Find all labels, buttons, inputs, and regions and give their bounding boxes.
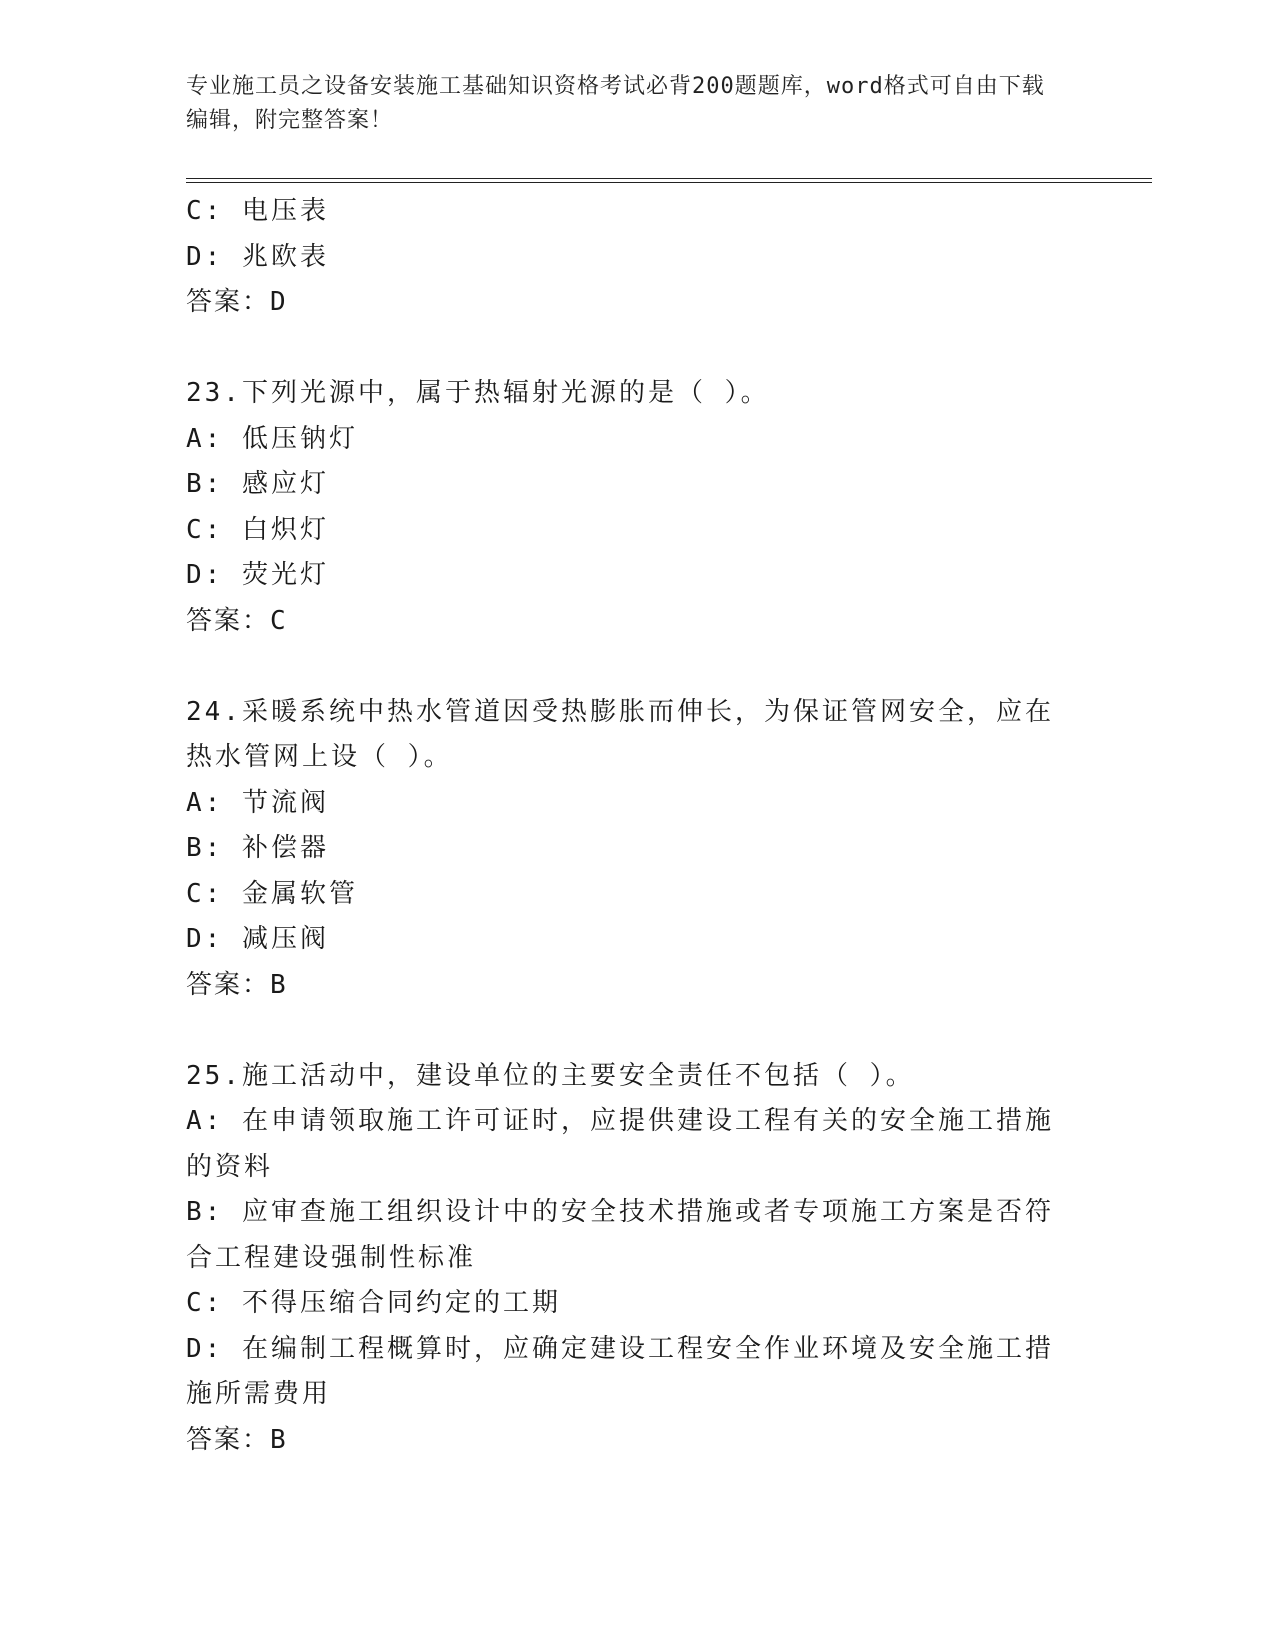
- option-d: D: 荧光灯: [186, 560, 329, 590]
- question-24: [186, 690, 1076, 1009]
- option-c: C: 不得压缩合同约定的工期: [186, 1288, 561, 1318]
- option-b: B: 补偿器: [186, 833, 329, 863]
- spacer: [186, 1008, 1076, 1054]
- question-stem: 25.施工活动中，建设单位的主要安全责任不包括（ ）。: [186, 1060, 915, 1091]
- spacer: [186, 326, 1076, 372]
- option-b: B: 应审查施工组织设计中的安全技术措施或者专项施工方案是否符合工程建设强制性标准: [186, 1197, 1054, 1273]
- answer-line: 答案：B: [186, 1424, 288, 1455]
- answer-line: 答案：C: [186, 605, 288, 636]
- question-stem: 24.采暖系统中热水管道因受热膨胀而伸长，为保证管网安全，应在热水管网上设（ ）。: [186, 696, 1054, 772]
- question-25: [186, 1054, 1076, 1464]
- header-rule-bottom: [186, 182, 1152, 183]
- answer-line: 答案：D: [186, 287, 288, 317]
- option-d: D: 在编制工程概算时，应确定建设工程安全作业环境及安全施工措施所需费用: [186, 1333, 1054, 1409]
- option-a: A: 在申请领取施工许可证时，应提供建设工程有关的安全施工措施的资料: [186, 1106, 1054, 1182]
- option-b: B: 感应灯: [186, 469, 329, 499]
- option-d: D: 兆欧表: [186, 241, 329, 272]
- option-a: A: 低压钠灯: [186, 423, 358, 454]
- question-23: [186, 371, 1076, 644]
- question-22-continuation: [186, 189, 1076, 326]
- option-c: C: 金属软管: [186, 878, 358, 909]
- document-header: 专业施工员之设备安装施工基础知识资格考试必背200题题库，word格式可自由下载编辑，附完整答案！: [186, 74, 1045, 133]
- option-c: C: 白炽灯: [186, 514, 329, 545]
- spacer: [186, 644, 1076, 690]
- option-d: D: 减压阀: [186, 924, 329, 954]
- answer-line: 答案：B: [186, 969, 288, 1000]
- option-c: C: 电压表: [186, 196, 329, 226]
- question-content: [186, 189, 1076, 1463]
- option-a: A: 节流阀: [186, 787, 329, 818]
- question-stem: 23.下列光源中，属于热辐射光源的是（ ）。: [186, 378, 770, 408]
- header-rule-top: [186, 178, 1152, 179]
